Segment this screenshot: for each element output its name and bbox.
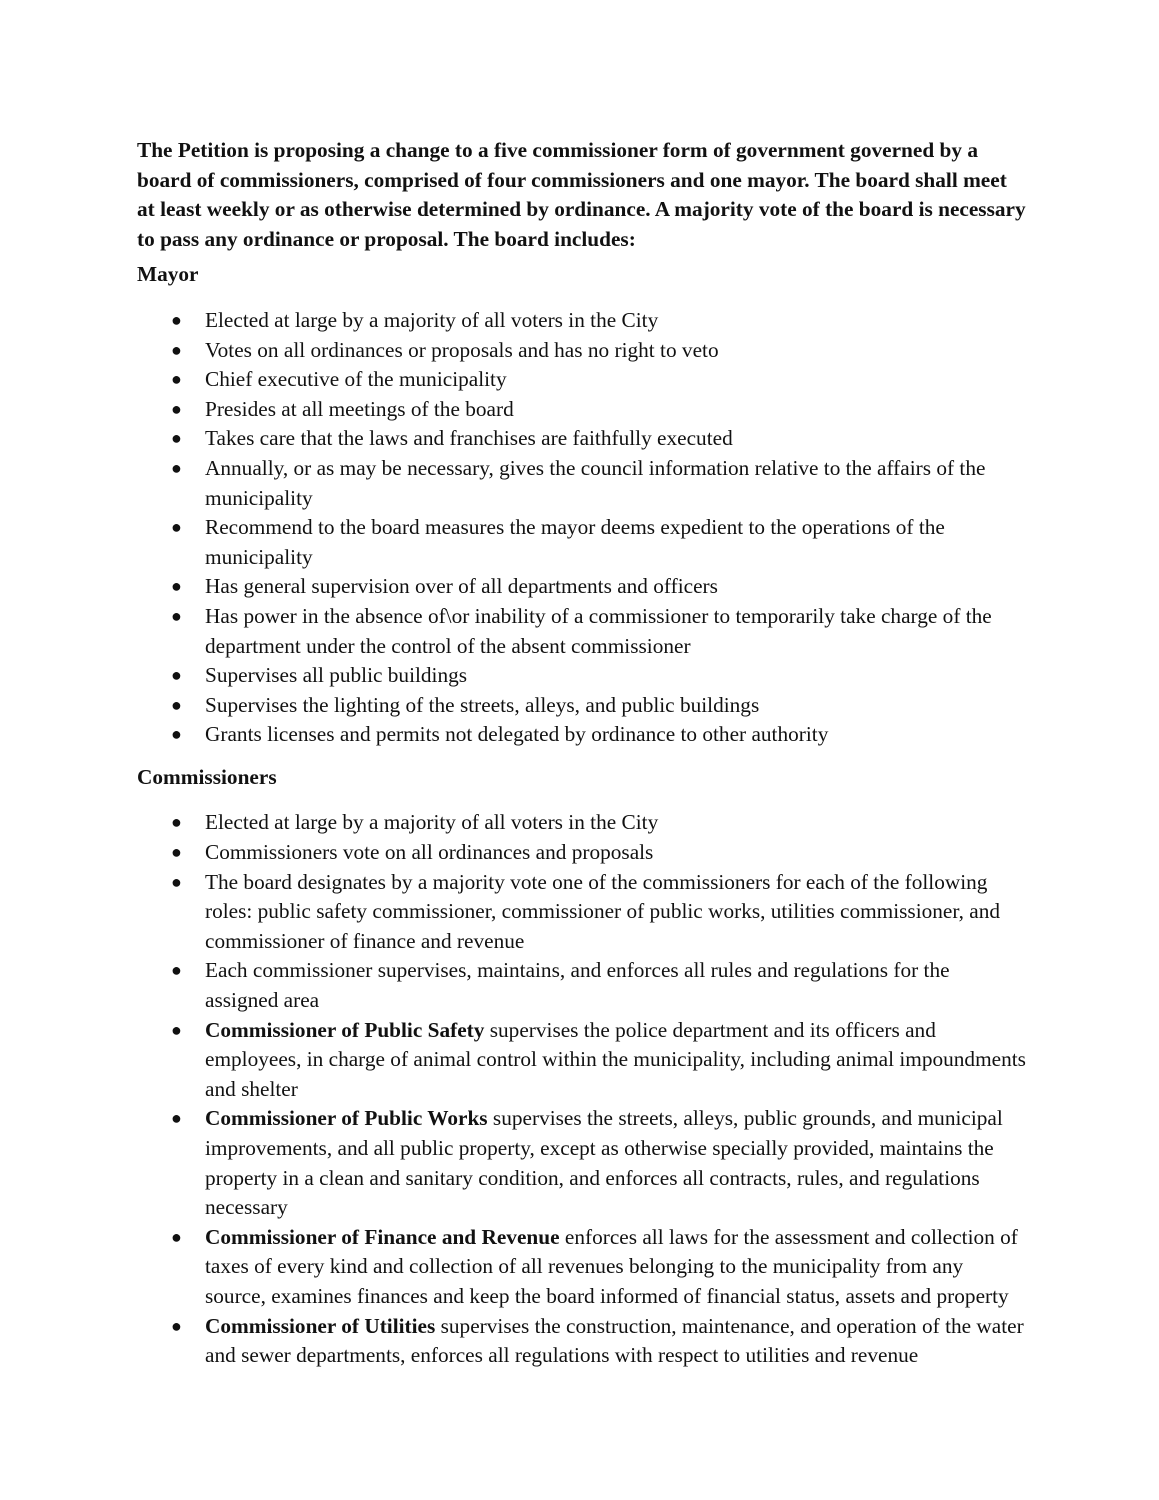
bullet-icon: ●	[171, 398, 182, 419]
list-item	[137, 572, 1027, 602]
list-item-text: enforces all laws for the assessment and collection of taxes of every kind and collection of all revenues belonging to the municipality from any source, examines finances and keep the board informed of financial status, assets and property	[205, 1224, 1018, 1308]
bullet-icon: ●	[171, 1019, 182, 1040]
list-item-text: Takes care that the laws and franchises are faithfully executed	[205, 426, 733, 451]
bullet-icon: ●	[171, 517, 182, 538]
bullet-icon: ●	[171, 842, 182, 863]
bullet-icon: ●	[171, 871, 182, 892]
list-item	[137, 513, 1027, 572]
bullet-icon: ●	[171, 428, 182, 449]
list-item	[137, 1223, 1027, 1312]
bullet-icon: ●	[171, 339, 182, 360]
bullet-icon: ●	[171, 576, 182, 597]
list-item-text: Has power in the absence of\or inability of a commissioner to temporarily take charge of the department under the control of the absent commissioner	[205, 603, 992, 658]
role-title-finance-revenue: Commissioner of Finance and Revenue	[205, 1224, 560, 1249]
list-item-text: Votes on all ordinances or proposals and has no right to veto	[205, 337, 719, 362]
list-item-text: supervises the police department and its officers and employees, in charge of animal control within the municipality, including animal impoundments and shelter	[205, 1017, 1026, 1101]
bullet-icon: ●	[171, 724, 182, 745]
list-item-text: Elected at large by a majority of all voters in the City	[205, 307, 659, 332]
bullet-icon: ●	[171, 665, 182, 686]
bullet-icon: ●	[171, 369, 182, 390]
list-item-text: Presides at all meetings of the board	[205, 396, 514, 421]
intro-paragraph: The Petition is proposing a change to a five commissioner form of government governed by a board of commissioners, comprised of four commissioners and one mayor. The board shall meet at least weekly or as otherwise determined by ordinance. A majority vote of the board is necessary to pass any ordinance or proposal. The board includes:	[137, 138, 1026, 251]
bullet-icon: ●	[171, 457, 182, 478]
list-item	[137, 808, 1027, 838]
list-item	[137, 395, 1027, 425]
list-item-text: Supervises all public buildings	[205, 663, 468, 688]
list-item-text: supervises the construction, maintenance, and operation of the water and sewer departments, enforces all regulations with respect to utilities and revenue	[205, 1313, 1024, 1368]
list-item	[137, 336, 1027, 366]
document-page	[137, 136, 1027, 1384]
commissioners-section	[137, 763, 1027, 1371]
list-item-text: Grants licenses and permits not delegated by ordinance to other authority	[205, 722, 829, 747]
role-title-public-safety: Commissioner of Public Safety	[205, 1017, 485, 1042]
bullet-icon: ●	[171, 960, 182, 981]
role-title-public-works: Commissioner of Public Works	[205, 1106, 488, 1131]
list-item	[137, 868, 1027, 957]
list-item-text: The board designates by a majority vote one of the commissioners for each of the following roles: public safety commissioner, commissioner of public works, utilities commissioner, and commissioner of finance and revenue	[205, 869, 1001, 953]
list-item	[137, 602, 1027, 661]
list-item	[137, 838, 1027, 868]
section-heading-mayor: Mayor	[137, 262, 199, 287]
mayor-section	[137, 260, 1027, 750]
mayor-bullet-list	[137, 306, 1027, 750]
list-item-text: Each commissioner supervises, maintains, and enforces all rules and regulations for the assigned area	[205, 958, 950, 1013]
list-item	[137, 661, 1027, 691]
bullet-icon: ●	[171, 605, 182, 626]
list-item	[137, 956, 1027, 1015]
bullet-icon: ●	[171, 1315, 182, 1336]
list-item-text: Annually, or as may be necessary, gives the council information relative to the affairs of the municipality	[205, 455, 986, 510]
list-item	[137, 454, 1027, 513]
list-item-text: Commissioners vote on all ordinances and proposals	[205, 840, 654, 865]
commissioners-bullet-list	[137, 808, 1027, 1370]
list-item	[137, 1104, 1027, 1222]
list-item-text: supervises the streets, alleys, public grounds, and municipal improvements, and all public property, except as otherwise specially provided, maintains the property in a clean and sanitary condition, and enforces all contracts, rules, and regulations necessary	[205, 1106, 1003, 1220]
bullet-icon: ●	[171, 694, 182, 715]
list-item	[137, 691, 1027, 721]
bullet-icon: ●	[171, 1108, 182, 1129]
bullet-icon: ●	[171, 812, 182, 833]
list-item	[137, 720, 1027, 750]
list-item-text: Has general supervision over of all departments and officers	[205, 574, 718, 599]
list-item	[137, 365, 1027, 395]
list-item-text: Recommend to the board measures the mayor deems expedient to the operations of the municipality	[205, 515, 945, 569]
list-item	[137, 424, 1027, 454]
section-heading-commissioners: Commissioners	[137, 764, 277, 789]
list-item-text: Elected at large by a majority of all voters in the City	[205, 810, 659, 835]
list-item	[137, 306, 1027, 336]
bullet-icon: ●	[171, 309, 182, 330]
list-item-text: Chief executive of the municipality	[205, 367, 507, 392]
list-item-text: Supervises the lighting of the streets, alleys, and public buildings	[205, 692, 760, 717]
bullet-icon: ●	[171, 1226, 182, 1247]
role-title-utilities: Commissioner of Utilities	[205, 1313, 436, 1338]
list-item	[137, 1312, 1027, 1371]
list-item	[137, 1016, 1027, 1105]
